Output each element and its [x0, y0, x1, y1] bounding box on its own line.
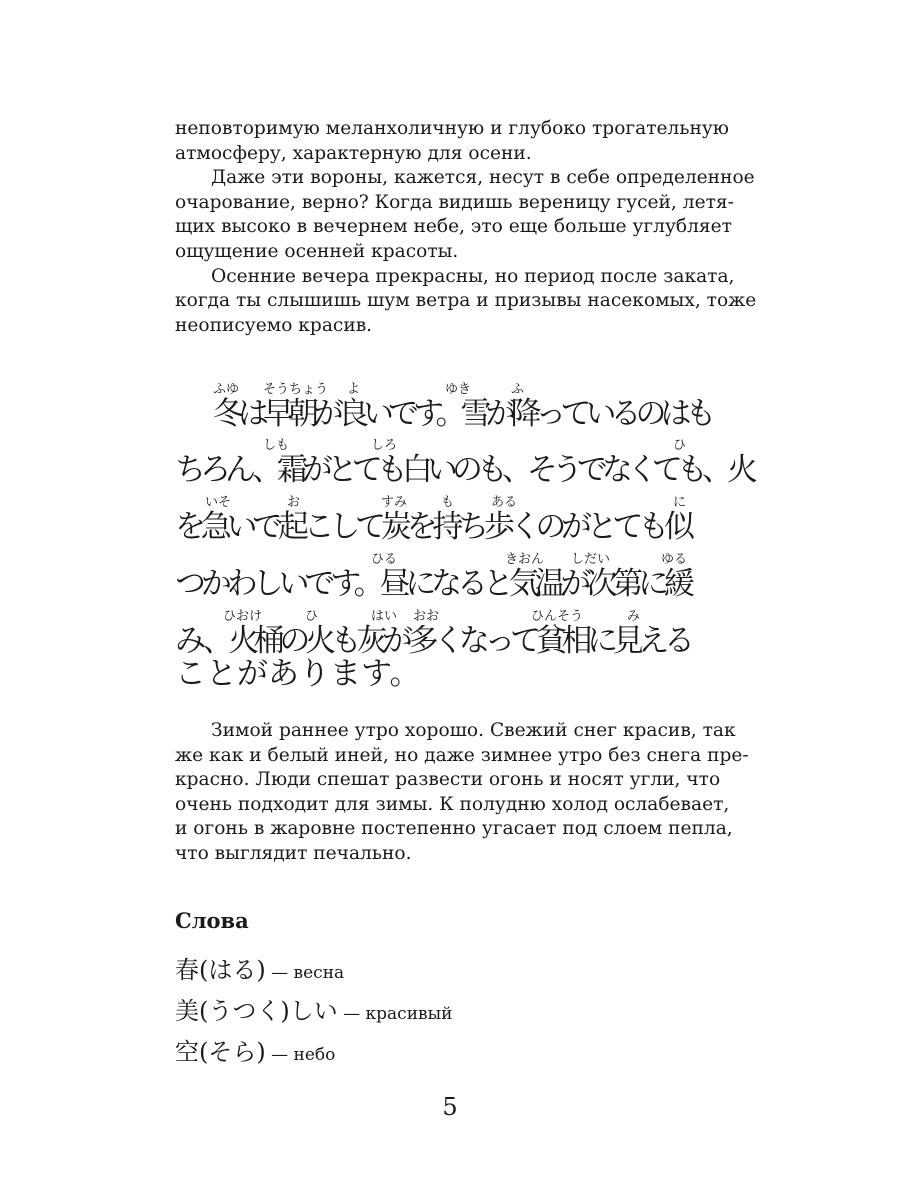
translation-text [175, 719, 749, 867]
jp-line-5: ひおけ ひ はい おお ひんそう み み、火桶の火も灰が多くなって貧相に見える [175, 609, 690, 659]
vocab-item-sky: 空(そら) — небо [175, 1038, 336, 1066]
vocab-item-spring: 春(はる) — весна [175, 956, 345, 984]
page-number: 5 [442, 1093, 458, 1121]
jp-line-4: ひる きおん しだい ゆる つかわしいです。昼になると気温が次第に緩 [175, 552, 690, 602]
vocab-item-beautiful: 美(うつく)しい — красивый [175, 997, 453, 1025]
jp-line-2: しも しろ ひ ちろん、霜がとても白いのも、そうでなくても、火 [175, 438, 752, 488]
jp-line-6: ことがあります。 [175, 656, 421, 692]
paragraph-1: неповторимую меланхоличную и глубоко трогательную атмосферу, характерную для осени. [175, 118, 729, 164]
jp-line-3: いそ お すみ も ある に を急いで起こして炭を持ち歩くのがとても似 [175, 495, 690, 545]
jp-line-1: ふゆ そうちょう よ ゆき ふ 冬は早朝が良いです。雪が降っているのはも [213, 382, 711, 432]
vocab-heading: Слова [175, 908, 249, 933]
translation-paragraph: Зимой раннее утро хорошо. Свежий снег красив, так же как и белый иней, но даже зимнее утро без снега пре- красно. Люди спешат развести огонь и носят угли, что очень подходит для зимы. К полудню холод ослабевает, и огонь в жаровне постепенно угасает под слоем пепла, что выглядит печально. [175, 720, 749, 864]
paragraph-2: Даже эти вороны, кажется, несут в себе определенное очарование, верно? Когда видишь вереницу гусей, летя- щих высоко в вечернем небе, это еще больше углубляет ощущение осенней красоты. [175, 167, 755, 262]
paragraph-3: Осенние вечера прекрасны, но период после заката, когда ты слышишь шум ветра и призывы насекомых, тоже неописуемо красив. [175, 265, 757, 336]
japanese-text [175, 372, 752, 702]
top-text [175, 117, 757, 338]
